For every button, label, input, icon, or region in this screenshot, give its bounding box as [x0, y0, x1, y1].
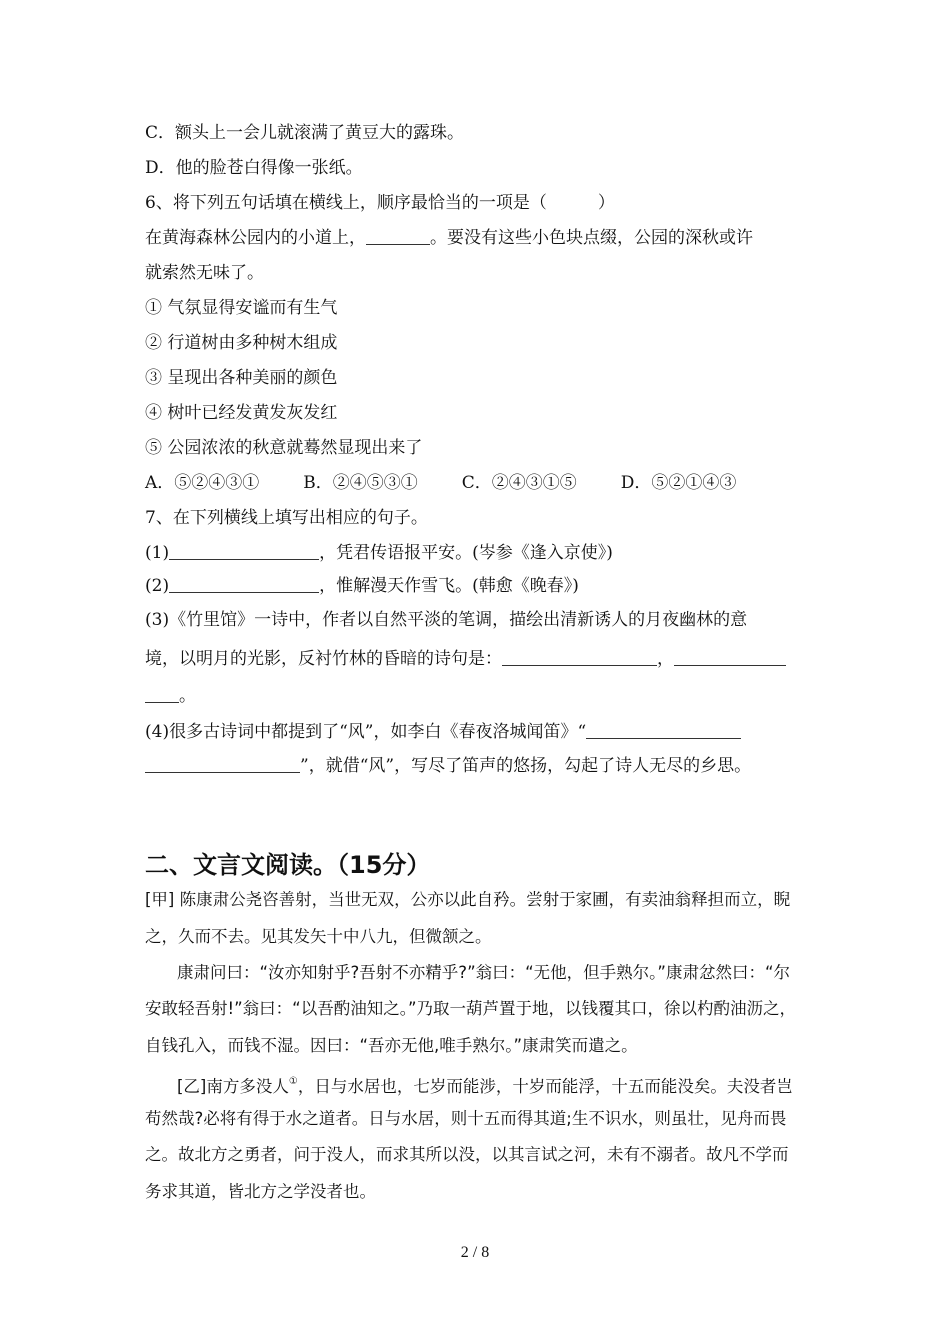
yi-line-1a: [乙]南方多没人: [177, 1077, 289, 1096]
q5-option-d: D．他的脸苍白得像一张纸。: [145, 158, 363, 178]
q6-choices: [145, 472, 736, 494]
q7-part-3-line2: [145, 648, 786, 670]
q7-stem: 7、在下列横线上填写出相应的句子。: [145, 508, 428, 528]
q6-item-1: ① 气氛显得安谧而有生气: [145, 298, 338, 318]
q6-item-2: ② 行道树由多种树木组成: [145, 333, 338, 353]
page-number: 2 / 8: [460, 1244, 490, 1261]
yi-line-2: 苟然哉?必将有得于水之道者。日与水居，则十五而得其道;生不识水，则虽壮，见舟而畏: [145, 1109, 787, 1128]
q7-p2-blank[interactable]: [169, 576, 319, 593]
q6-item-3: ③ 呈现出各种美丽的颜色: [145, 368, 338, 388]
q6-item-5: ⑤ 公园浓浓的秋意就蓦然显现出来了: [145, 438, 423, 458]
q7-p1-num: (1): [145, 543, 170, 563]
q7-part-1: [145, 542, 613, 564]
q7-p3-blank-2-cont[interactable]: [145, 686, 179, 703]
q7-p3-sep: ，: [657, 649, 674, 669]
q6-sentence-before: 在黄海森林公园内的小道上，: [145, 228, 366, 248]
q6-stem: 6、将下列五句话填在横线上，顺序最恰当的一项是（ ）: [145, 193, 615, 213]
q6-blank[interactable]: [366, 228, 430, 245]
q7-part-4-line2: [145, 755, 751, 777]
q7-p2-text: ，惟解漫天作雪飞。(韩愈《晚春》): [319, 576, 579, 596]
q7-p3-end: 。: [179, 686, 196, 706]
q7-p4-blank-2[interactable]: [145, 756, 300, 773]
q7-p3-blank-1[interactable]: [502, 649, 657, 666]
q6-choice-b: B．②④⑤③①: [303, 473, 418, 493]
footnote-marker: ①: [288, 1076, 298, 1087]
yi-line-4: 务求其道，皆北方之学没者也。: [145, 1182, 376, 1201]
jia-p2-line-1: 康肃问曰：“汝亦知射乎?吾射不亦精乎?”翁曰：“无他，但手熟尔。”康肃忿然曰：“尔: [177, 963, 791, 982]
q7-p2-num: (2): [145, 576, 170, 596]
section-heading: 二、文言文阅读。（15分）: [145, 851, 431, 879]
q7-p3-text: 境，以明月的光影，反衬竹林的昏暗的诗句是：: [145, 649, 502, 669]
q7-part-3-line1: (3)《竹里馆》一诗中，作者以自然平淡的笔调，描绘出清新诱人的月夜幽林的意: [145, 610, 748, 630]
yi-line-1b: ，日与水居也，七岁而能涉，十岁而能浮，十五而能没矣。夫没者岂: [297, 1077, 793, 1096]
yi-line-1: [177, 1071, 793, 1098]
q5-option-c: C．额头上一会儿就滚满了黄豆大的露珠。: [145, 123, 465, 143]
q7-p4-text-1: (4)很多古诗词中都提到了“风”，如李白《春夜洛城闻笛》“: [145, 722, 587, 742]
q7-part-2: [145, 575, 579, 597]
q6-choice-a: A．⑤②④③①: [145, 473, 260, 493]
jia-line-2: 之，久而不去。见其发矢十中八九，但微颔之。: [145, 927, 492, 946]
q6-choice-d: D．⑤②①④③: [620, 473, 737, 493]
q7-p4-blank-1[interactable]: [586, 722, 741, 739]
jia-p2-line-3: 自钱孔入，而钱不湿。因曰：“吾亦无他,唯手熟尔。”康肃笑而遣之。: [145, 1036, 638, 1055]
q7-part-4-line1: [145, 721, 741, 743]
q7-p3-blank-2[interactable]: [674, 649, 786, 666]
q7-p1-blank[interactable]: [169, 543, 319, 560]
q7-p1-text: ，凭君传语报平安。(岑参《逢入京使》): [319, 543, 613, 563]
q6-sentence: [145, 227, 753, 249]
q6-item-4: ④ 树叶已经发黄发灰发红: [145, 403, 338, 423]
q6-choice-c: C．②④③①⑤: [461, 473, 577, 493]
jia-line-1: [甲] 陈康肃公尧咨善射，当世无双，公亦以此自矜。尝射于家圃，有卖油翁释担而立，睨: [145, 890, 791, 909]
yi-line-3: 之。故北方之勇者，问于没人，而求其所以没，以其言试之河，未有不溺者。故凡不学而: [145, 1145, 789, 1164]
q7-p4-text-2: ”，就借“风”，写尽了笛声的悠扬，勾起了诗人无尽的乡思。: [300, 756, 752, 776]
jia-p2-line-2: 安敢轻吾射!”翁曰：“以吾酌油知之。”乃取一葫芦置于地，以钱覆其口，徐以杓酌油沥之，: [145, 999, 797, 1018]
q7-part-3-line3: [145, 685, 196, 707]
q6-sentence-cont: 就索然无味了。: [145, 263, 264, 283]
q6-sentence-after: 。要没有这些小色块点缀，公园的深秋或许: [430, 228, 753, 248]
